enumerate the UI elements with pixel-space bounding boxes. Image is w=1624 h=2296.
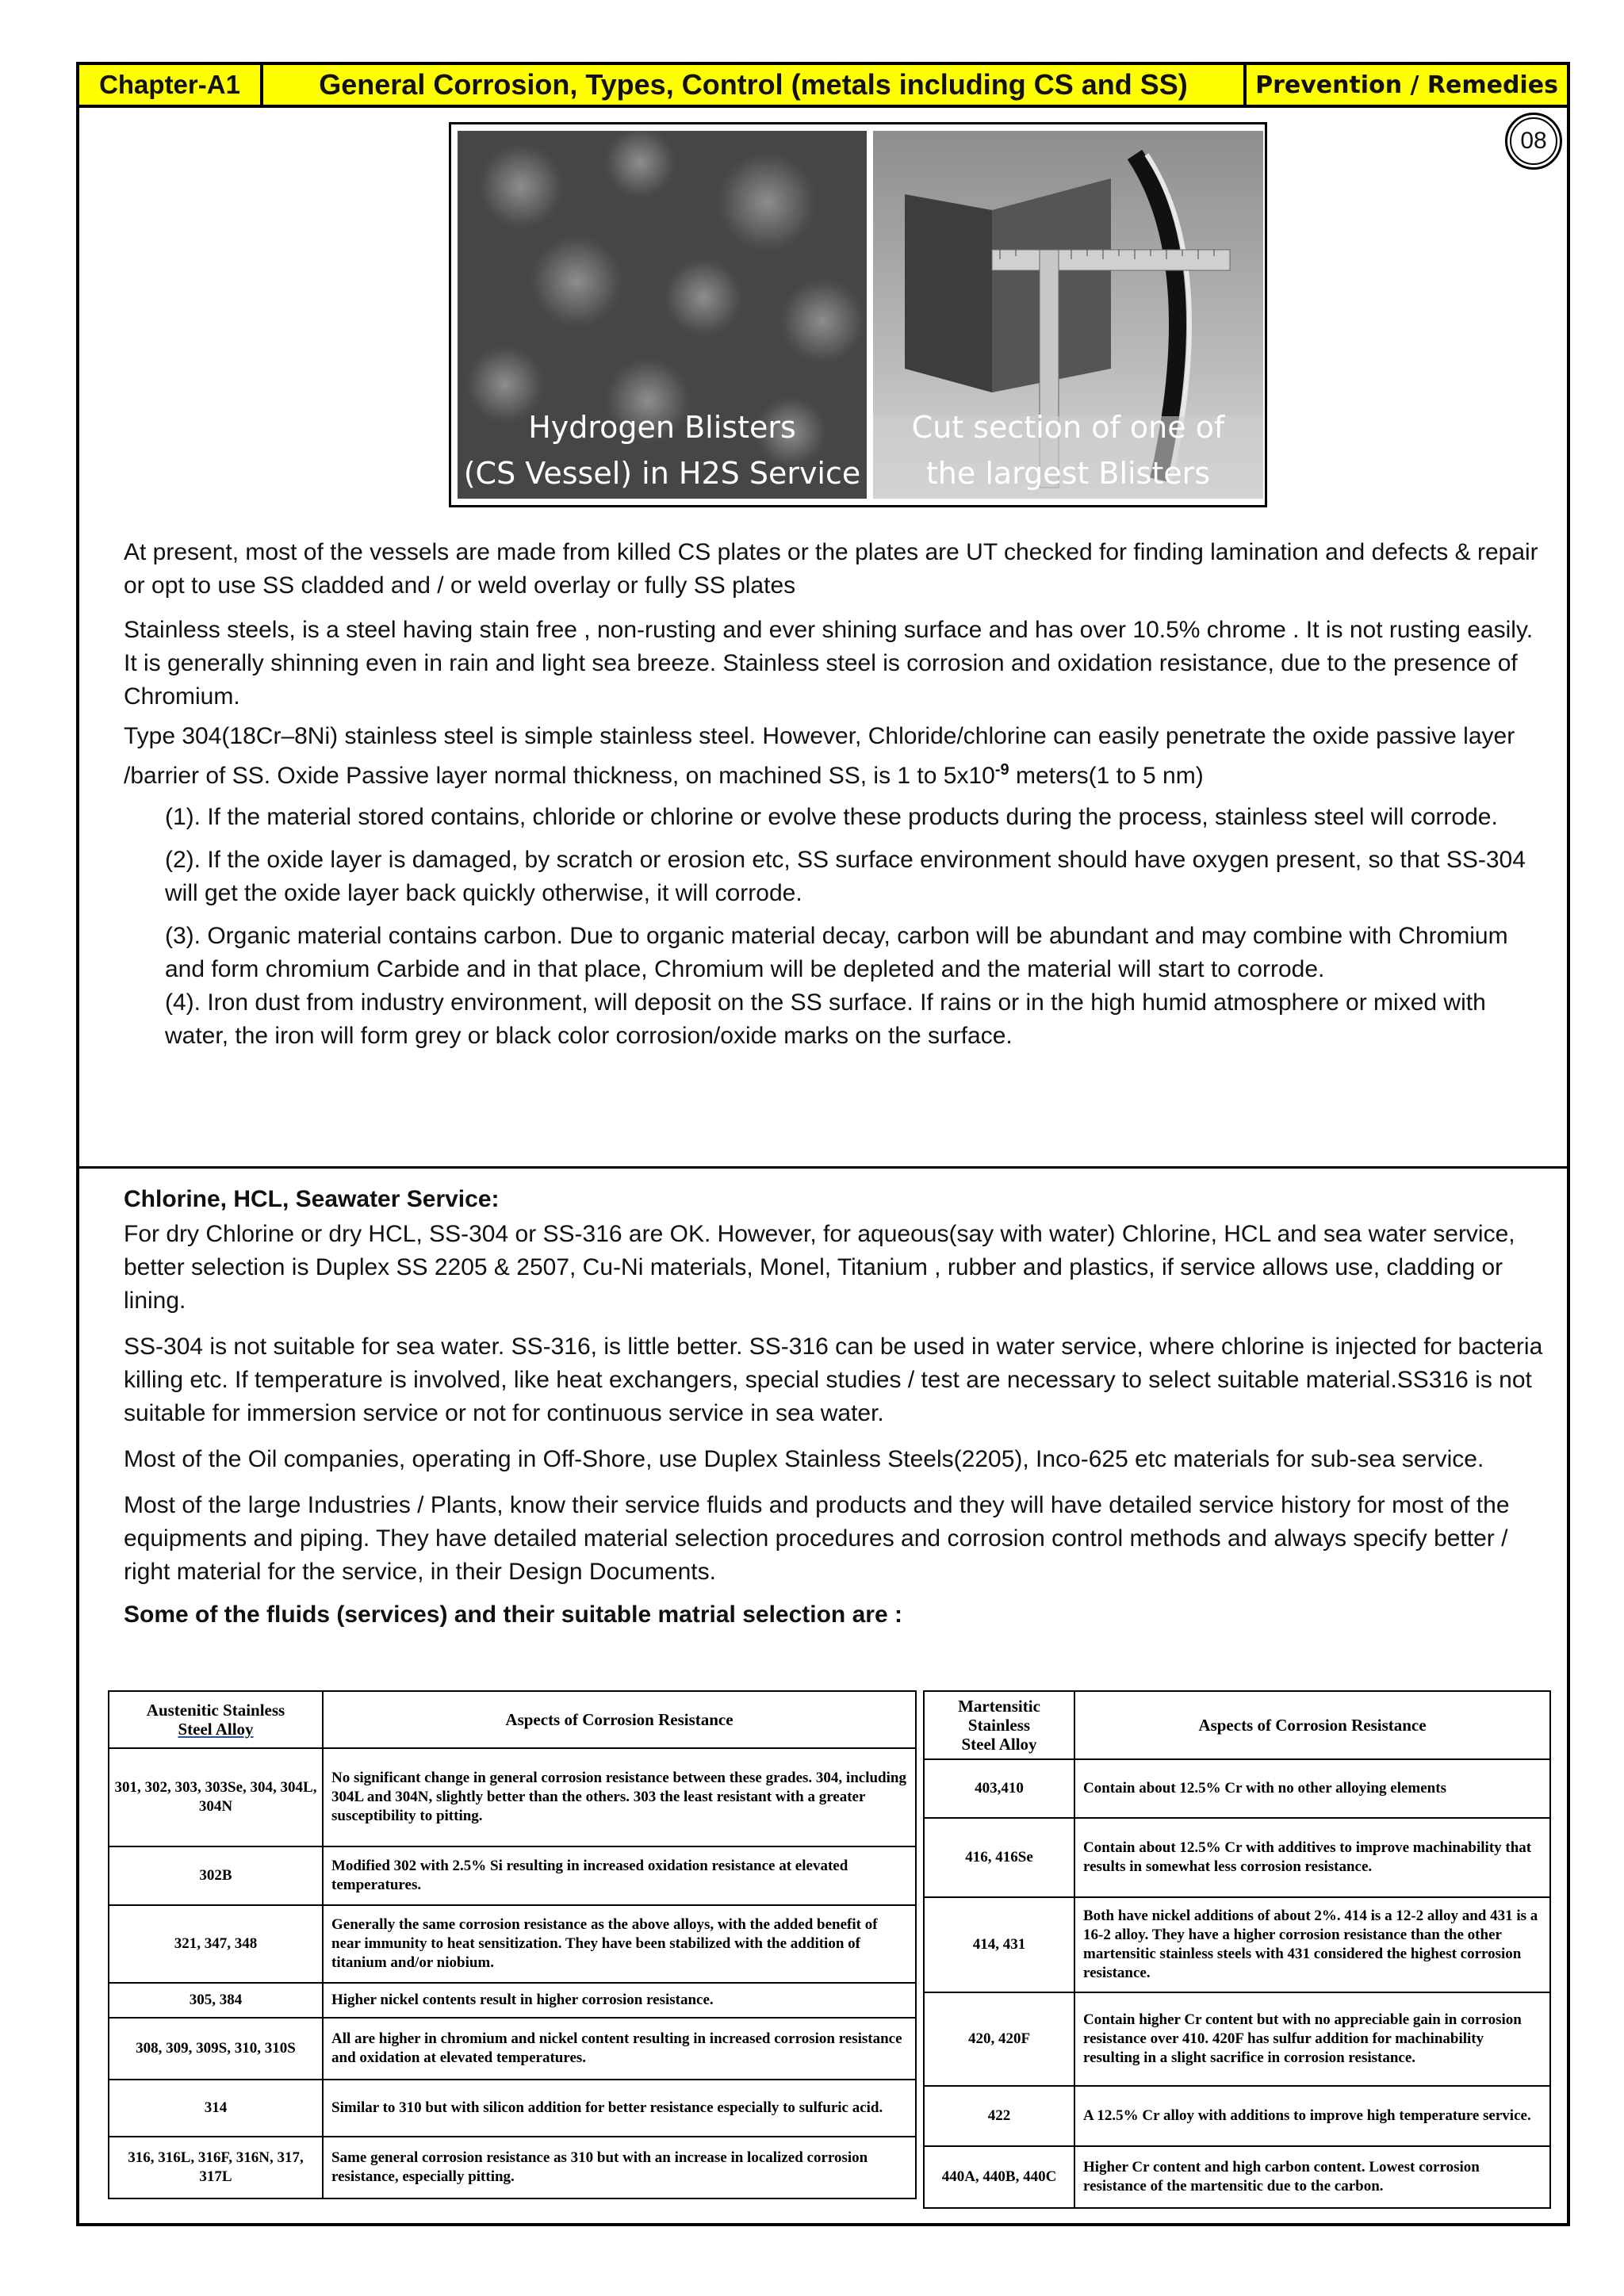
austenitic-table: [108, 1690, 917, 2199]
alloy-cell: 301, 302, 303, 303Se, 304, 304L, 304N: [109, 1748, 323, 1846]
hydrogen-blisters-photo: [458, 131, 867, 499]
austenitic-col-alloy: [109, 1691, 323, 1748]
desc-cell: All are higher in chromium and nickel content resulting in increased corrosion resistance and oxidation at elevated temperatures.: [323, 2018, 916, 2080]
alloy-cell: 305, 384: [109, 1983, 323, 2018]
martensitic-col-alloy-line2: Steel Alloy: [961, 1735, 1037, 1754]
table-heading: Some of the fluids (services) and their suitable matrial selection are :: [124, 1601, 902, 1628]
table-row: [109, 1983, 916, 2018]
desc-cell: Same general corrosion resistance as 310 but with an increase in localized corrosion resistance, especially pitting.: [323, 2137, 916, 2198]
service-paragraph-1: For dry Chlorine or dry HCL, SS-304 or SS-316 are OK. However, for aqueous(say with water) Chlorine, HCL and sea water service, better selection is Duplex SS 2205 & 2507, Cu-Ni materials, Monel, Titanium , rubber and plastics, if service allows use, cladding or lining.: [124, 1221, 1515, 1314]
austenitic-col-aspects: Aspects of Corrosion Resistance: [323, 1691, 916, 1748]
intro-paragraph-3: [124, 720, 1551, 793]
alloy-cell: 302B: [109, 1846, 323, 1905]
desc-cell: Higher Cr content and high carbon content. Lowest corrosion resistance of the martensitic due to the carbon.: [1074, 2146, 1550, 2208]
intro-text: [124, 536, 1551, 1053]
desc-cell: Contain about 12.5% Cr with no other alloying elements: [1074, 1759, 1550, 1818]
table-row: [109, 1846, 916, 1905]
service-paragraph-4: Most of the large Industries / Plants, know their service fluids and products and they will have detailed service history for most of the equipments and piping. They have detailed material selection procedures and corrosion control methods and always specify better / right material for the service, in their Design Documents.: [124, 1492, 1510, 1585]
alloy-cell: 308, 309, 309S, 310, 310S: [109, 2018, 323, 2080]
desc-cell: A 12.5% Cr alloy with additions to improve high temperature service.: [1074, 2086, 1550, 2146]
list-item-4: (4). Iron dust from industry environment, will deposit on the SS surface. If rains or in the high humid atmosphere or mixed with water, the iron will form grey or black color corrosion/oxide marks on the surface.: [165, 989, 1486, 1049]
left-photo-caption-line2: (CS Vessel) in H2S Service: [463, 456, 861, 491]
desc-cell: Contain about 12.5% Cr with additives to improve machinability that results in somewhat less corrosion resistance.: [1074, 1818, 1550, 1897]
martensitic-header-row: [924, 1691, 1550, 1759]
desc-cell: Higher nickel contents result in higher corrosion resistance.: [323, 1983, 916, 2018]
martensitic-table: [923, 1690, 1551, 2209]
desc-cell: Generally the same corrosion resistance as the above alloys, with the added benefit of near immunity to heat sensitization. They have been stabilized with the addition of titanium and/or niobium.: [323, 1905, 916, 1983]
austenitic-col-alloy-line2: Steel Alloy: [178, 1720, 254, 1739]
table-row: [109, 1905, 916, 1983]
table-row: [924, 1992, 1550, 2086]
chapter-header: [79, 65, 1567, 108]
table-row: [109, 1748, 916, 1846]
list-item-2: (2). If the oxide layer is damaged, by scratch or erosion etc, SS surface environment should have oxygen present, so that SS-304 will get the oxide layer back quickly otherwise, it will corrode.: [165, 847, 1526, 906]
alloy-cell: 422: [924, 2086, 1074, 2146]
chapter-title: General Corrosion, Types, Control (metals including CS and SS): [263, 65, 1247, 105]
photo-panel: [449, 122, 1267, 507]
table-row: [924, 2146, 1550, 2208]
chapter-label: Chapter-A1: [79, 65, 263, 105]
alloy-cell: 321, 347, 348: [109, 1905, 323, 1983]
martensitic-col-alloy: [924, 1691, 1074, 1759]
intro-paragraph-1: At present, most of the vessels are made from killed CS plates or the plates are UT checked for finding lamination and defects & repair or opt to use SS cladded and / or weld overlay or fully SS plates: [124, 539, 1538, 599]
austenitic-col-alloy-line1: Austenitic Stainless: [146, 1701, 285, 1720]
alloy-cell: 420, 420F: [924, 1992, 1074, 2086]
table-row: [109, 2080, 916, 2137]
table-row: [924, 1897, 1550, 1992]
page-number: 08: [1510, 117, 1557, 165]
alloy-cell: 440A, 440B, 440C: [924, 2146, 1074, 2208]
desc-cell: No significant change in general corrosion resistance between these grades. 304, including 304L and 304N, slightly better than the others. 303 the least resistant with a greater susceptibility to pitting.: [323, 1748, 916, 1846]
table-row: [109, 2018, 916, 2080]
alloy-cell: 416, 416Se: [924, 1818, 1074, 1897]
alloy-cell: 414, 431: [924, 1897, 1074, 1992]
list-item-3: (3). Organic material contains carbon. Due to organic material decay, carbon will be abundant and may combine with Chromium and form chromium Carbide and in that place, Chromium will be depleted and the material will start to corrode.: [165, 923, 1508, 982]
table-row: [924, 2086, 1550, 2146]
left-photo-caption-line1: Hydrogen Blisters: [528, 410, 796, 445]
page-frame: [76, 62, 1570, 2226]
martensitic-col-aspects: Aspects of Corrosion Resistance: [1074, 1691, 1550, 1759]
service-text: [124, 1183, 1551, 1632]
blister-cut-section-photo: [873, 131, 1263, 499]
intro-paragraph-2: Stainless steels, is a steel having stain free , non-rusting and ever shining surface and has over 10.5% chrome . It is not rusting easily. It is generally shinning even in rain and light sea breeze. Stainless steel is corrosion and oxidation resistance, due to the presence of Chromium.: [124, 617, 1534, 710]
desc-cell: Modified 302 with 2.5% Si resulting in increased oxidation resistance at elevated temperatures.: [323, 1846, 916, 1905]
service-paragraph-2: SS-304 is not suitable for sea water. SS-316, is little better. SS-316 can be used in water service, where chlorine is injected for bacteria killing etc. If temperature is involved, like heat exchangers, special studies / test are necessary to select suitable material.SS316 is not suitable for immersion service or not for continuous service in sea water.: [124, 1334, 1543, 1426]
austenitic-header-row: [109, 1691, 916, 1748]
service-paragraph-3: Most of the Oil companies, operating in Off-Shore, use Duplex Stainless Steels(2205), Inco-625 etc materials for sub-sea service.: [124, 1446, 1484, 1472]
table-row: [924, 1759, 1550, 1818]
exponent: -9: [994, 761, 1009, 779]
section-label: Prevention / Remedies: [1255, 71, 1558, 99]
alloy-cell: 314: [109, 2080, 323, 2137]
passive-layer-text: Type 304(18Cr–8Ni) stainless steel is simple stainless steel. However, Chloride/chlorine can easily penetrate the oxide passive layer /barrier of SS. Oxide Passive layer normal thickness, on machined SS, is 1 to 5x10: [124, 723, 1515, 789]
list-item-1: (1). If the material stored contains, chloride or chlorine or evolve these products during the process, stainless steel will corrode.: [165, 804, 1498, 830]
section-divider: [79, 1166, 1567, 1169]
desc-cell: Similar to 310 but with silicon addition for better resistance especially to sulfuric acid.: [323, 2080, 916, 2137]
martensitic-col-alloy-line1: Martensitic Stainless: [958, 1697, 1040, 1735]
alloy-cell: 316, 316L, 316F, 316N, 317, 317L: [109, 2137, 323, 2198]
right-photo-caption-line1: Cut section of one of: [911, 410, 1225, 445]
alloy-cell: 403,410: [924, 1759, 1074, 1818]
table-row: [924, 1818, 1550, 1897]
page-number-badge: [1505, 113, 1562, 170]
right-photo-caption-line2: the largest Blisters: [925, 456, 1211, 491]
desc-cell: Both have nickel additions of about 2%. 414 is a 12-2 alloy and 431 is a 16-2 alloy. They have a higher corrosion resistance than the other martensitic stainless steels with 431 considered the highest corrosion resistance.: [1074, 1897, 1550, 1992]
service-heading: Chlorine, HCL, Seawater Service:: [124, 1186, 500, 1212]
passive-layer-unit: meters(1 to 5 nm): [1009, 763, 1204, 789]
desc-cell: Contain higher Cr content but with no appreciable gain in corrosion resistance over 410. 420F has sulfur addition for machinability resulting in a slight sacrifice in corrosion resistance.: [1074, 1992, 1550, 2086]
table-row: [109, 2137, 916, 2198]
